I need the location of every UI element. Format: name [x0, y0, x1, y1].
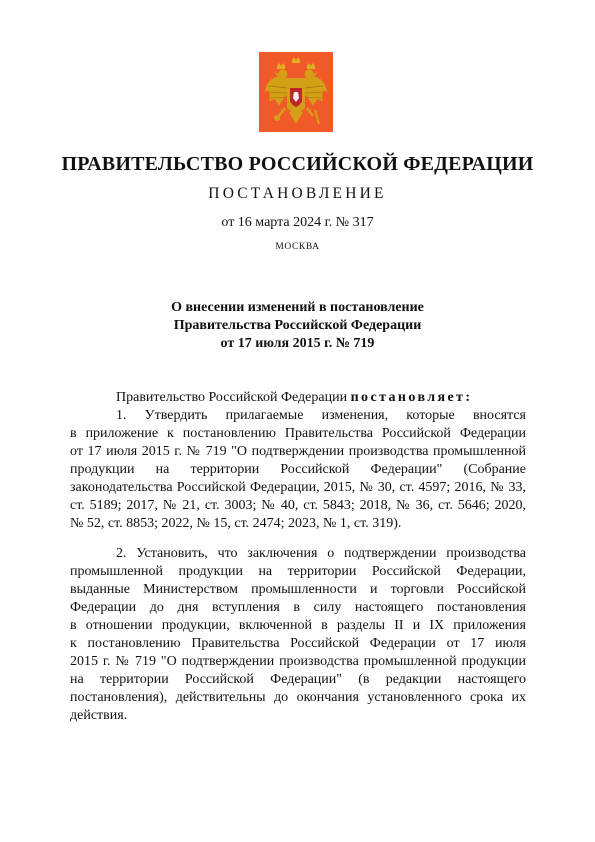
- document-subject: [0, 299, 595, 353]
- paragraph-line: 2015 г. № 719 "О подтверждении производства промышленной продукции: [70, 654, 526, 669]
- resolves-word: постановляет:: [350, 390, 473, 405]
- paragraph-line: продукции на территории Российской Федерации" (Собрание: [70, 462, 526, 477]
- government-title: ПРАВИТЕЛЬСТВО РОССИЙСКОЙ ФЕДЕРАЦИИ: [61, 153, 534, 175]
- document-city: МОСКВА: [275, 242, 320, 252]
- paragraph-1: [70, 407, 526, 533]
- paragraph-line: выданные Министерством промышленности и торговли Российской: [70, 582, 526, 597]
- paragraph-line: в приложение к постановлению Правительства Российской Федерации: [70, 426, 526, 441]
- paragraph-line: постановления), действительны до окончания установленного срока их: [70, 690, 526, 705]
- paragraph-line: 2. Установить, что заключения о подтверждении производства: [116, 546, 526, 561]
- subject-line: Правительства Российской Федерации: [173, 318, 422, 333]
- document-body: [70, 389, 526, 725]
- subject-line: от 17 июля 2015 г. № 719: [220, 336, 375, 351]
- paragraph-line: на территории Российской Федерации" (в редакции настоящего: [70, 672, 526, 687]
- paragraph-line: в отношении продукции, включенной в разделы II и IX приложения: [70, 618, 526, 633]
- paragraph-line: № 52, ст. 8853; 2022, № 15, ст. 2474; 2023, № 1, ст. 319).: [70, 516, 402, 531]
- subject-line: О внесении изменений в постановление: [171, 300, 424, 315]
- paragraph-line: Федерации до дня вступления в силу настоящего постановления: [70, 600, 526, 615]
- paragraph-line: 1. Утвердить прилагаемые изменения, которые вносятся: [116, 408, 526, 423]
- paragraph-2: [70, 545, 526, 725]
- coat-of-arms-icon: [259, 52, 333, 132]
- paragraph-line: от 17 июля 2015 г. № 719 "О подтверждении производства промышленной: [70, 444, 526, 459]
- intro-text: Правительство Российской Федерации: [116, 390, 351, 405]
- paragraph-line: действия.: [70, 708, 128, 723]
- paragraph-line: промышленной продукции на территории Российской Федерации,: [70, 564, 526, 579]
- intro-line: [70, 389, 526, 407]
- paragraph-line: к постановлению Правительства Российской Федерации от 17 июля: [70, 636, 526, 651]
- document-date-number: от 16 марта 2024 г. № 317: [221, 215, 374, 230]
- document-type: ПОСТАНОВЛЕНИЕ: [208, 185, 387, 202]
- paragraph-line: ст. 5189; 2017, № 21, ст. 3003; № 40, ст. 5843; 2018, № 36, ст. 5646; 2020,: [70, 498, 526, 513]
- paragraph-line: законодательства Российской Федерации, 2015, № 30, ст. 4597; 2016, № 33,: [70, 480, 526, 495]
